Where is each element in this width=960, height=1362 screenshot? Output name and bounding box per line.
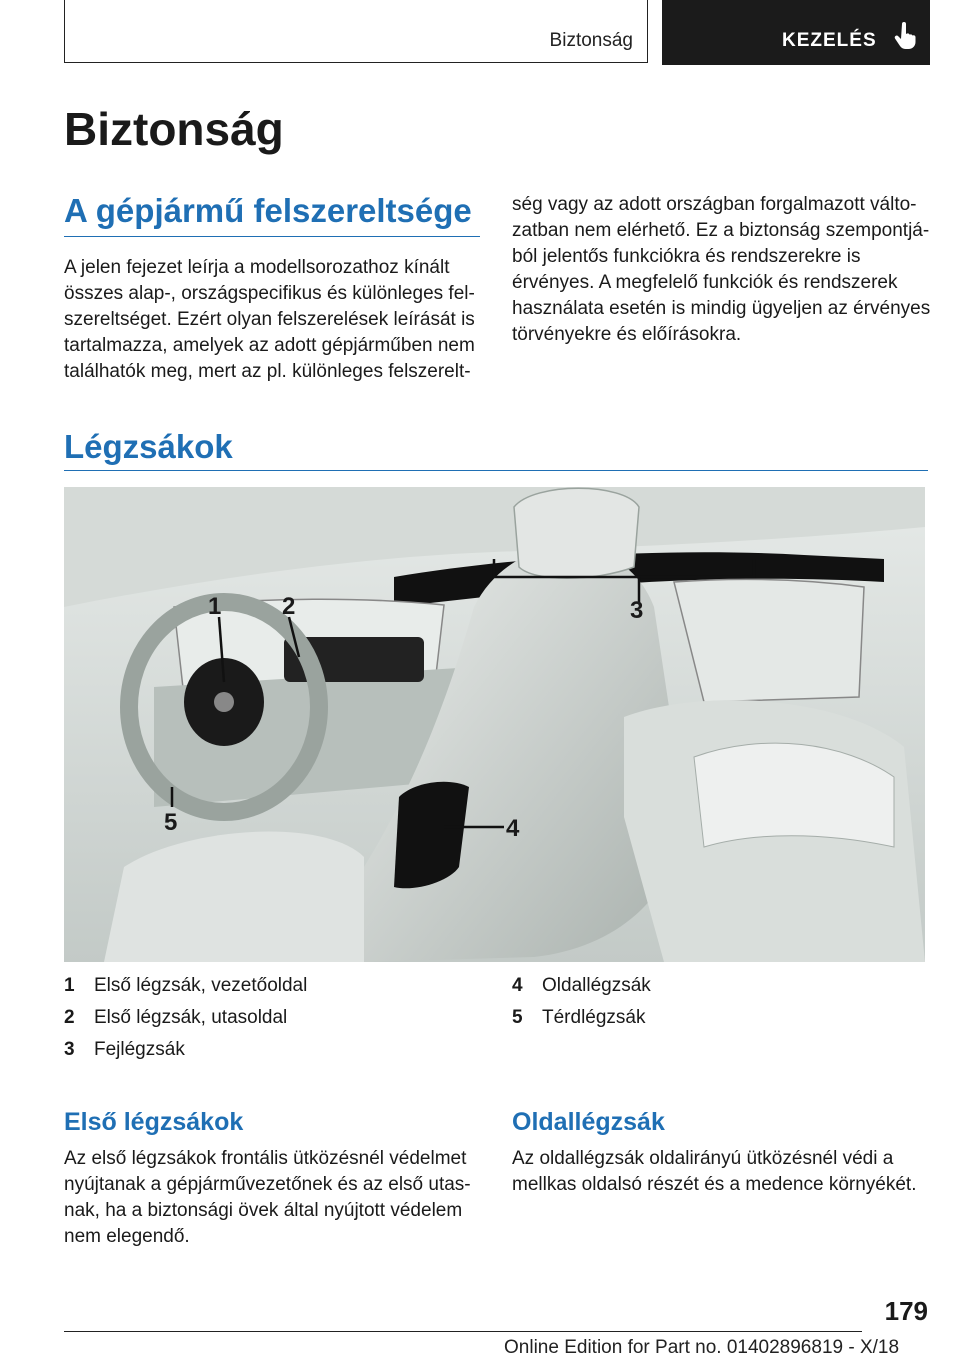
text-line: összes alap-, országspecifikus és különleges fel- — [64, 283, 475, 304]
legend-text: Első légzsák, utasoldal — [94, 1007, 288, 1028]
callout-5: 5 — [164, 809, 178, 836]
text-line: zatban nem elérhető. Ez a biztonság szempontjá- — [512, 220, 930, 241]
text-line: ból jelentős funkciókra és rendszerekre is — [512, 246, 861, 267]
legend-number: 3 — [64, 1039, 75, 1060]
side-airbag-text — [512, 1146, 916, 1198]
legend-number: 4 — [512, 975, 523, 996]
page-title: Biztonság — [64, 103, 284, 155]
text-line: szereltséget. Ezért olyan felszerelések leírását is — [64, 309, 475, 330]
section-title-vehicle-equipment: A gépjármű felszereltsége — [64, 192, 472, 229]
legend-number: 1 — [64, 975, 75, 996]
legend-number: 2 — [64, 1007, 75, 1028]
callout-2: 2 — [282, 593, 296, 620]
legend-item — [64, 1002, 307, 1034]
subsection-title-front-airbags: Első légzsákok — [64, 1108, 244, 1136]
text-line: nyújtanak a gépjárművezetőnek és az első utas- — [64, 1174, 471, 1195]
text-line: ség vagy az adott országban forgalmazott válto- — [512, 194, 917, 215]
section-title-airbags: Légzsákok — [64, 428, 233, 465]
section1-text-col2 — [512, 192, 930, 348]
page-number: 179 — [884, 1296, 928, 1326]
legend-item — [64, 970, 307, 1002]
hand-pointer-icon — [894, 22, 918, 50]
section-rule — [64, 236, 480, 237]
legend-text: Térdlégzsák — [542, 1007, 646, 1028]
callout-1: 1 — [208, 593, 222, 620]
legend-text: Oldallégzsák — [542, 975, 651, 996]
header-section-label: Biztonság — [549, 30, 633, 51]
legend-item — [64, 1034, 307, 1066]
callout-4: 4 — [506, 815, 520, 842]
text-line: találhatók meg, mert az pl. különleges felszerelt- — [64, 361, 471, 382]
text-line: A jelen fejezet leírja a modellsorozathoz kínált — [64, 257, 450, 278]
text-line: nak, ha a biztonsági övek által nyújtott védelem — [64, 1200, 463, 1221]
text-line: Az első légzsákok frontális ütközésnél védelmet — [64, 1148, 467, 1169]
header-chapter-tab — [662, 0, 930, 65]
text-line: használata esetén is mindig ügyeljen az érvényes — [512, 298, 931, 319]
text-line: tartalmazza, amelyek az adott gépjárműben nem — [64, 335, 475, 356]
footer-rule — [64, 1331, 862, 1332]
footer-edition: Online Edition for Part no. 01402896819 - X/18 — [504, 1337, 900, 1358]
section-rule — [64, 470, 928, 471]
section1-text-col1 — [64, 255, 475, 385]
text-line: nem elegendő. — [64, 1226, 190, 1247]
subsection-title-side-airbag: Oldallégzsák — [512, 1108, 665, 1136]
text-line: Az oldallégzsák oldalirányú ütközésnél védi a — [512, 1148, 894, 1169]
front-airbags-text — [64, 1146, 471, 1250]
legend-number: 5 — [512, 1007, 523, 1028]
legend-text: Fejlégzsák — [94, 1039, 185, 1060]
legend-item — [512, 970, 651, 1002]
text-line: törvényekre és előírásokra. — [512, 324, 742, 345]
legend-item — [512, 1002, 651, 1034]
header-chapter-label: KEZELÉS — [782, 30, 877, 51]
car-interior-illustration — [64, 487, 925, 962]
callout-3: 3 — [630, 597, 644, 624]
airbag-interior-figure — [64, 487, 925, 962]
text-line: mellkas oldalsó részét és a medence környékét. — [512, 1174, 917, 1195]
figure-legend-left — [64, 970, 307, 1066]
figure-legend-right — [512, 970, 651, 1034]
legend-text: Első légzsák, vezetőoldal — [94, 975, 308, 996]
text-line: érvényes. A megfelelő funkciók és rendszerek — [512, 272, 898, 293]
header-section-box — [64, 0, 648, 63]
